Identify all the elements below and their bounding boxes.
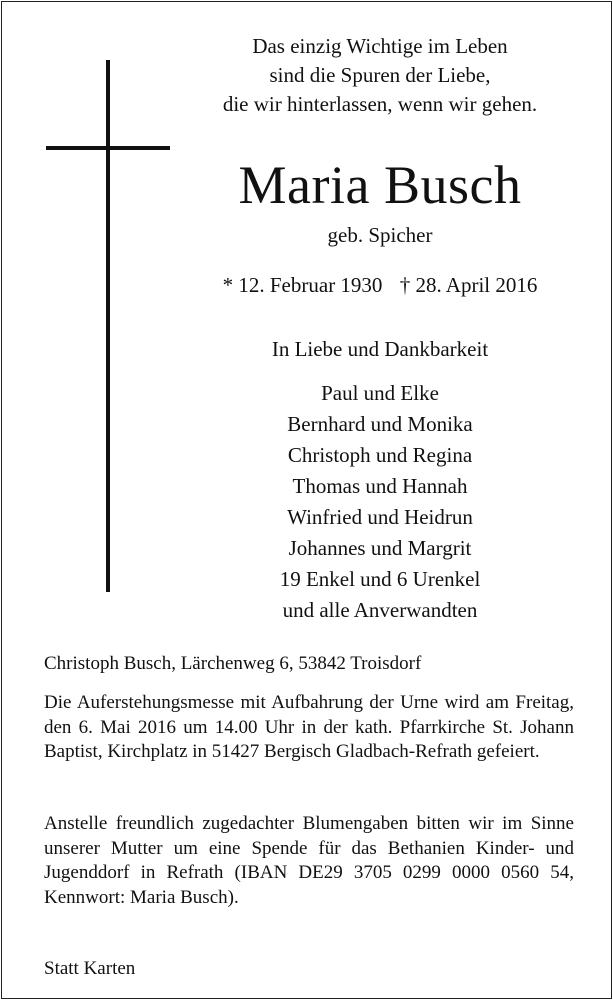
cross-icon <box>106 60 110 592</box>
mourners-list <box>180 378 580 626</box>
obituary-notice <box>1 1 612 999</box>
donation-paragraph: Anstelle freundlich zugedachter Blumengaben bitten wir im Sinne unserer Mutter um eine Spende für das Bethanien Kinder- und Jugenddorf in Refrath (IBAN DE29 3705 0299 0000 0560 54, Kennwort: Maria Busch). <box>44 813 574 908</box>
mourner-entry: Thomas und Hannah <box>292 474 468 498</box>
motto-line: sind die Spuren der Liebe, <box>269 63 491 87</box>
motto-line: die wir hinterlassen, wenn wir gehen. <box>222 92 538 116</box>
contact-address: Christoph Busch, Lärchenweg 6, 53842 Troisdorf <box>44 653 422 674</box>
mourner-entry: Paul und Elke <box>321 381 439 405</box>
cross-icon-bar <box>46 146 170 150</box>
closing-note: Statt Karten <box>44 958 136 979</box>
mourner-entry: 19 Enkel und 6 Urenkel <box>279 567 481 591</box>
motto-line: Das einzig Wichtige im Leben <box>252 34 508 58</box>
mourners-intro: In Liebe und Dankbarkeit <box>271 337 489 361</box>
motto <box>180 32 580 119</box>
maiden-name: geb. Spicher <box>327 223 433 247</box>
mourner-entry: und alle Anverwandten <box>282 598 478 622</box>
birth-date: * 12. Februar 1930 <box>222 273 383 297</box>
mourner-entry: Bernhard und Monika <box>287 412 473 436</box>
mourner-entry: Winfried und Heidrun <box>287 505 473 529</box>
life-dates <box>180 270 580 300</box>
mourner-entry: Johannes und Margrit <box>288 536 472 560</box>
mourner-entry: Christoph und Regina <box>287 443 473 467</box>
death-date: † 28. April 2016 <box>399 273 538 297</box>
deceased-name: Maria Busch <box>238 155 522 215</box>
service-paragraph: Die Auferstehungsmesse mit Aufbahrung der Urne wird am Freitag, den 6. Mai 2016 um 14.00 Uhr in der kath. Pfarrkirche St. Johann Baptist, Kirchplatz in 51427 Bergisch Gladbach-Refrath gefeiert. <box>44 692 574 762</box>
